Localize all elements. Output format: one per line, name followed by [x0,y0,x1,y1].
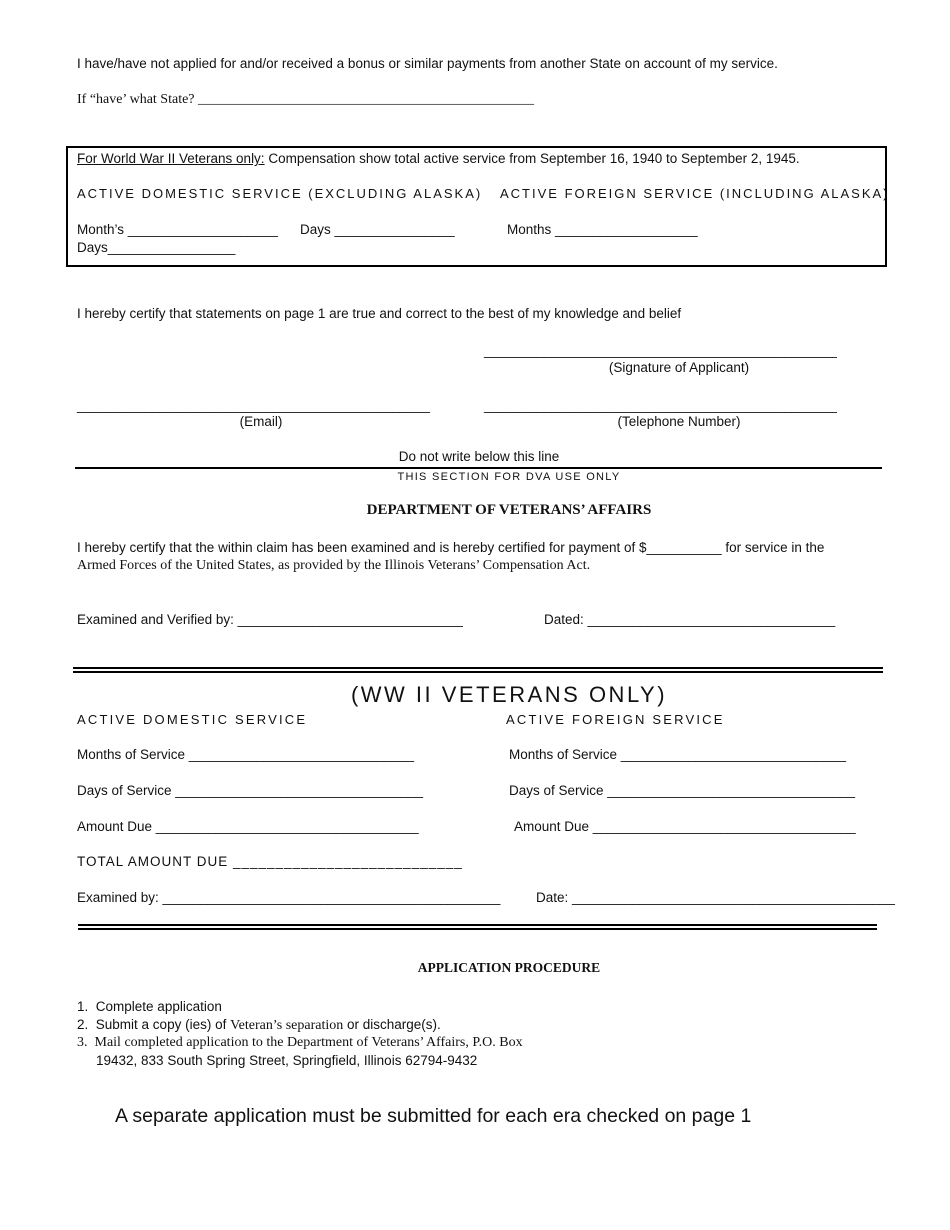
ww2-domestic-header: ACTIVE DOMESTIC SERVICE [77,712,308,727]
foreign-service-header: ACTIVE FOREIGN SERVICE (INCLUDING ALASKA) [500,186,890,201]
examined-by-field[interactable]: Examined by: _____________________________________________ [77,890,501,905]
dated-field[interactable]: Dated: _________________________________ [544,612,836,627]
divider-line [75,467,882,469]
foreign-days-of-service[interactable]: Days of Service _________________________________ [509,783,856,798]
dva-use-only-note: THIS SECTION FOR DVA USE ONLY [397,471,621,483]
state-field[interactable] [77,92,534,108]
step-text: Submit a copy (ies) of [95,1017,227,1032]
signature-label: (Signature of Applicant) [608,360,750,375]
domestic-amount-due[interactable]: Amount Due ___________________________________ [77,819,419,834]
procedure-title: APPLICATION PROCEDURE [417,960,601,975]
domestic-days-field[interactable]: Days ________________ [300,222,455,237]
procedure-step-1 [77,999,222,1014]
bonus-statement: I have/have not applied for and/or received a bonus or similar payments from another State on account of my service. [77,56,778,71]
email-label: (Email) [239,414,283,429]
ww2-box-intro [77,151,800,166]
step-text: Mail completed application to the Department of Veterans’ Affairs, P.O. Box [94,1035,523,1050]
step-number: 2. [77,1017,89,1032]
state-label: If “have’ what State? [77,92,195,107]
domestic-days-of-service[interactable]: Days of Service _________________________________ [77,783,424,798]
do-not-write-note: Do not write below this line [398,449,560,464]
double-divider-2 [78,924,877,930]
telephone-label: (Telephone Number) [617,414,741,429]
foreign-months-field[interactable]: Months ___________________ [507,222,698,237]
step-text-serif: Veteran’s separation [230,1018,344,1033]
foreign-days-field[interactable]: Days_________________ [77,240,236,255]
foreign-months-of-service[interactable]: Months of Service ______________________________ [509,747,847,762]
examined-verified-field[interactable]: Examined and Verified by: ______________________________ [77,612,463,627]
signature-line[interactable]: _______________________________________________ [484,343,837,358]
certify-statement: I hereby certify that statements on page 1 are true and correct to the best of my knowledge and belief [77,306,682,321]
footer-note: A separate application must be submitted for each era checked on page 1 [115,1105,752,1127]
dva-title: DEPARTMENT OF VETERANS’ AFFAIRS [366,502,652,518]
ww2-box-heading: For World War II Veterans only: [77,151,265,166]
step-number: 3. [77,1035,88,1050]
email-line[interactable]: _______________________________________________ [77,398,430,413]
ww2-foreign-header: ACTIVE FOREIGN SERVICE [506,712,725,727]
examined-date-field[interactable]: Date: ___________________________________________ [536,890,895,905]
step-number: 1. [77,999,89,1014]
procedure-step-3-cont: 19432, 833 South Spring Street, Springfield, Illinois 62794-9432 [96,1053,478,1068]
double-divider [73,667,883,673]
procedure-step-3 [77,1035,523,1051]
procedure-step-2 [77,1017,441,1034]
state-line: ________________________________________________ [198,92,535,107]
dva-certify-line2: Armed Forces of the United States, as provided by the Illinois Veterans’ Compensation Act. [77,558,591,573]
step-text-end: or discharge(s). [347,1017,441,1032]
total-amount-due[interactable]: TOTAL AMOUNT DUE ___________________________ [77,854,463,869]
ww2-only-title: (WW II VETERANS ONLY) [350,682,668,707]
dva-certify-line1: I hereby certify that the within claim has been examined and is hereby certified for payment of $__________ for service in the [77,540,825,555]
domestic-months-field[interactable]: Month’s ____________________ [77,222,278,237]
ww2-box-text: Compensation show total active service from September 16, 1940 to September 2, 1945. [268,151,800,166]
telephone-line[interactable]: _______________________________________________ [484,398,837,413]
step-text: Complete application [95,999,222,1014]
foreign-amount-due[interactable]: Amount Due ___________________________________ [514,819,856,834]
domestic-service-header: ACTIVE DOMESTIC SERVICE (EXCLUDING ALASKA) [77,186,483,201]
domestic-months-of-service[interactable]: Months of Service ______________________________ [77,747,415,762]
